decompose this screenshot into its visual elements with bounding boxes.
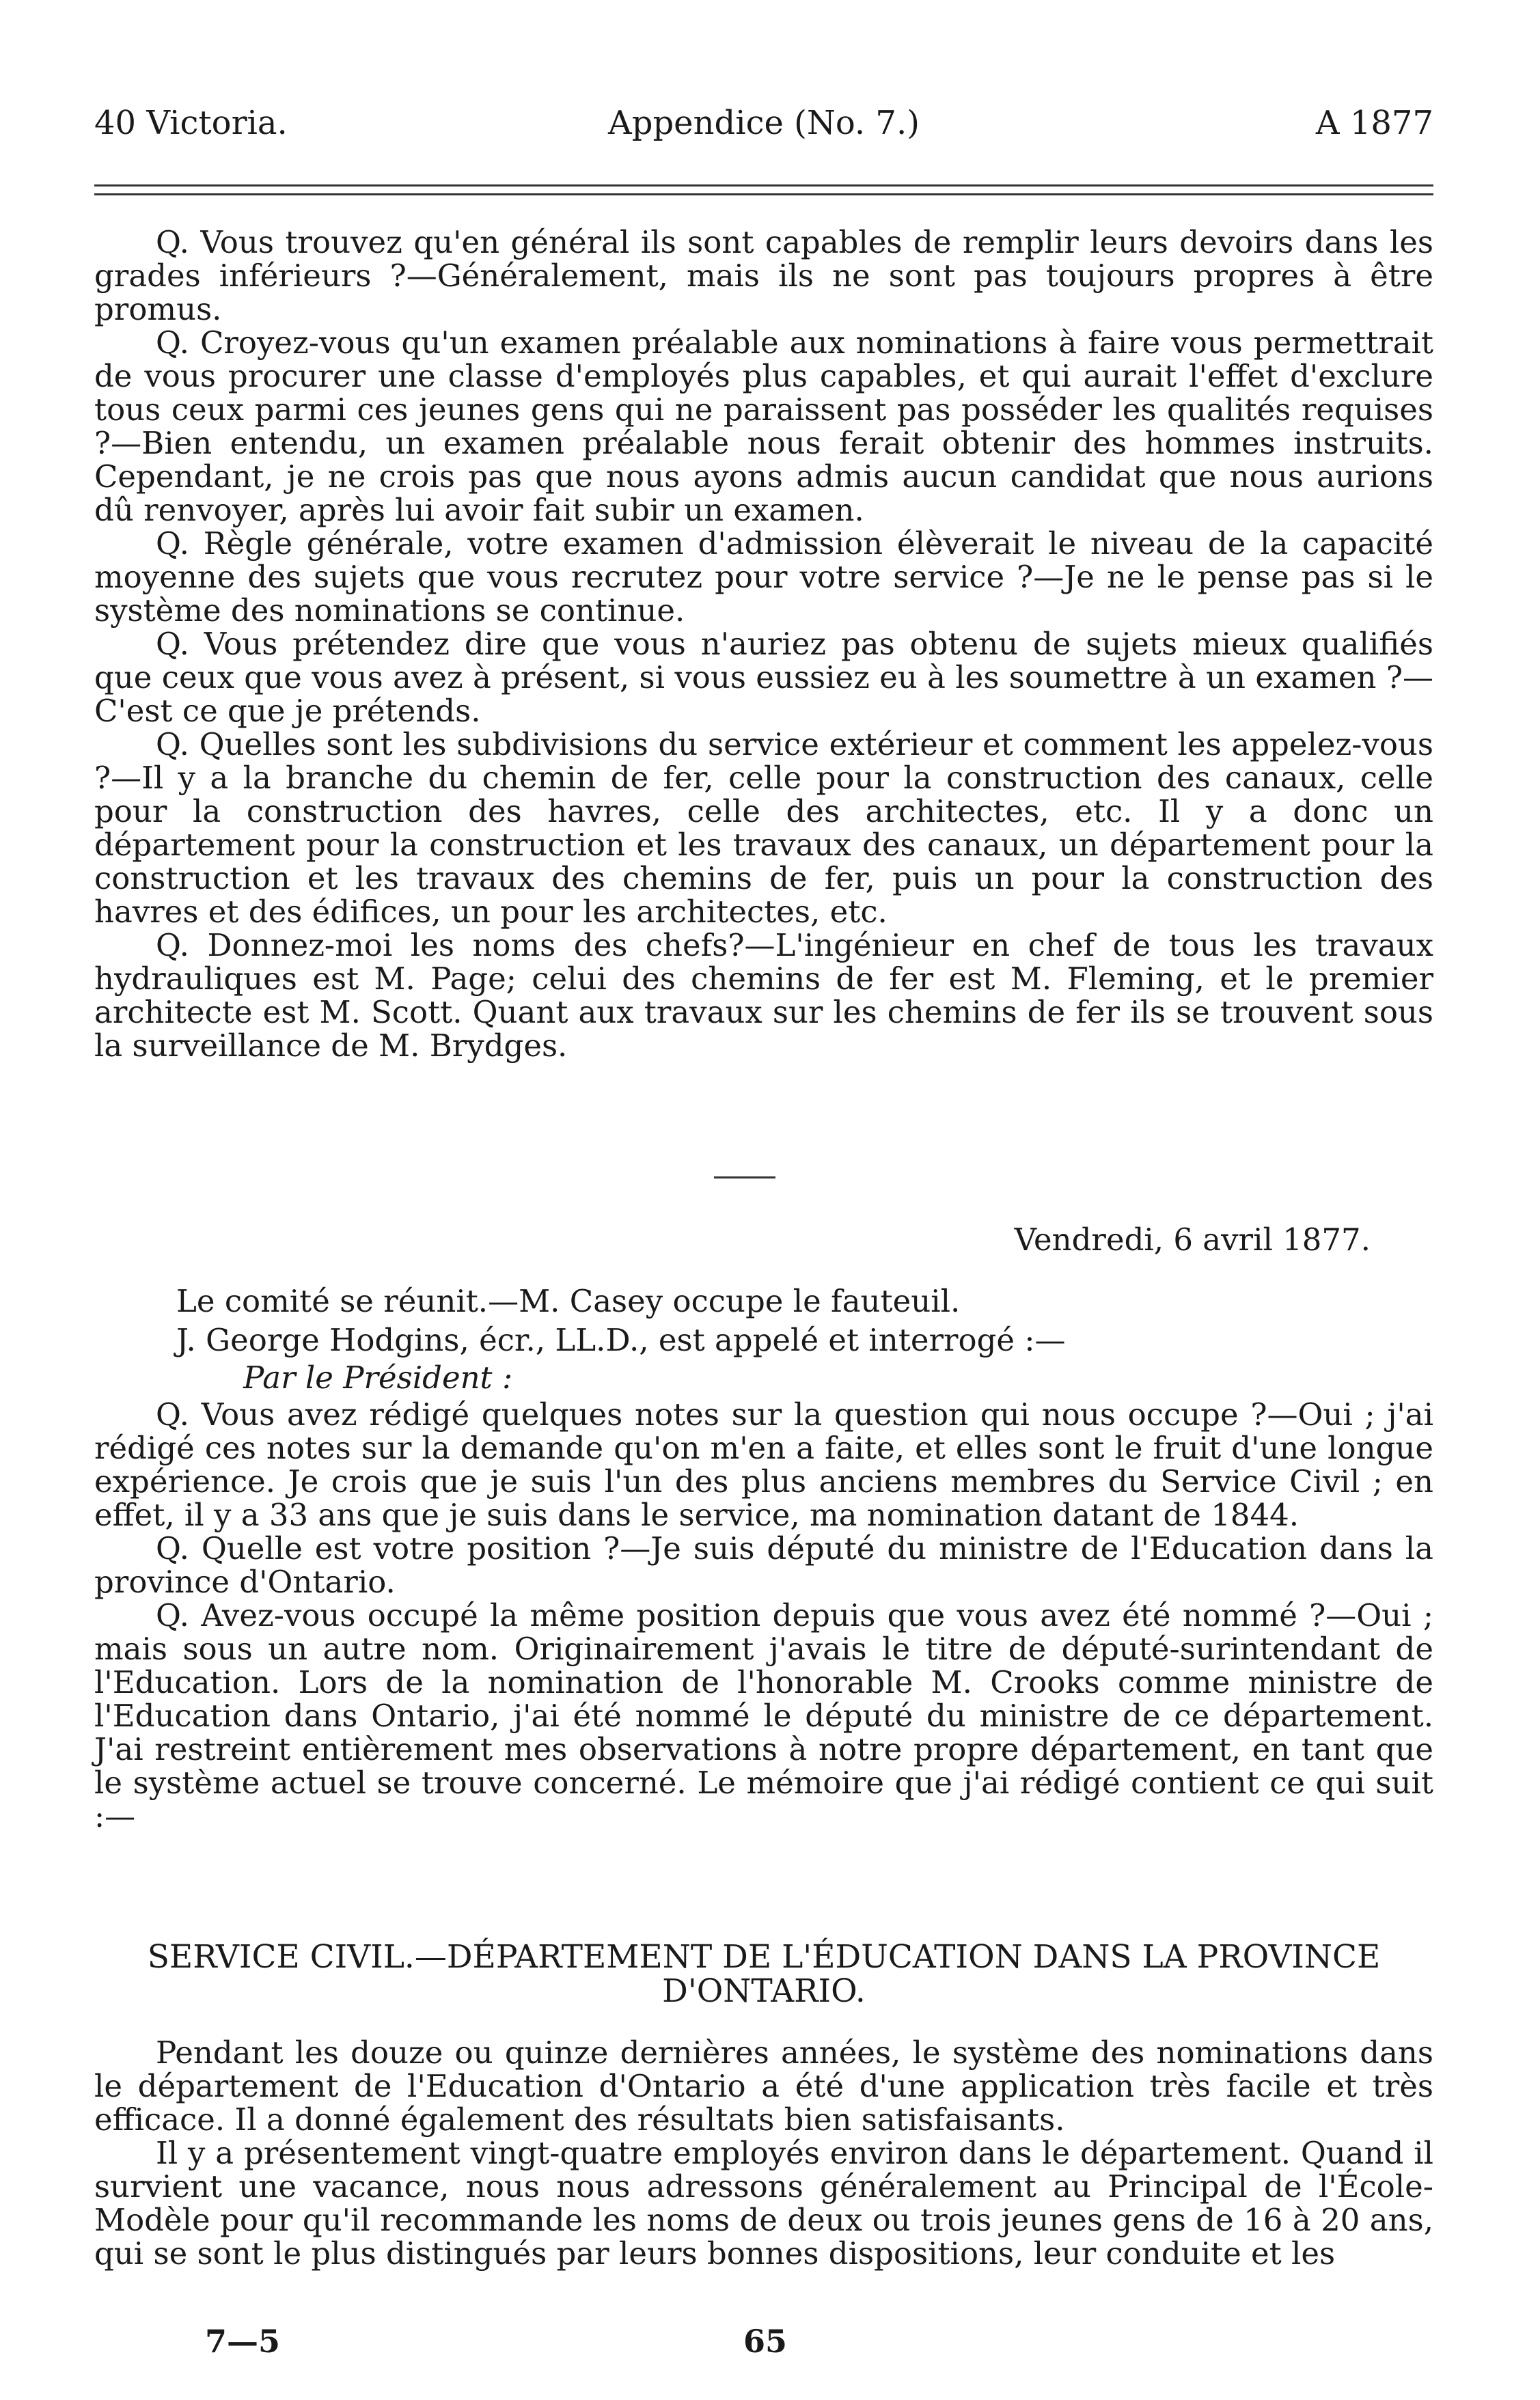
paragraph: Q. Donnez-moi les noms des chefs?—L'ingénieur en chef de tous les travaux hydrauliques est M. Page; celui des chemins de fer est M. Fleming, et le premier architecte est M. Scott. Quant aux travaux sur les chemins de fer ils se trouvent sous la surveillance de M. Brydges. [94,927,1433,1064]
page-number: 65 [743,2323,788,2360]
paragraph: Q. Règle générale, votre examen d'admission élèverait le niveau de la capacité moyenne des sujets que vous recrutez pour votre service ?—Je ne le pense pas si le système des nominations se continue. [94,525,1433,629]
header-center: Appendice (No. 7.) [608,104,920,142]
header-left: 40 Victoria. [94,104,288,142]
running-header [94,96,1433,150]
paragraph: Q. Croyez-vous qu'un examen préalable aux nominations à faire vous permettrait de vous procurer une classe d'employés plus capables, et qui aurait l'effet d'exclure tous ceux parmi ces jeunes gens qui ne paraissent pas posséder les qualités requises ?—Bien entendu, un examen préalable nous ferait obtenir des hommes instruits. Cependant, je ne crois pas que nous ayons admis aucun candidat que nous aurions dû renvoyer, après lui avoir fait subir un examen. [94,325,1433,528]
testimony-block-2 [94,1284,1433,1833]
session-date: Vendredi, 6 avril 1877. [1014,1222,1371,1258]
section-title: SERVICE CIVIL.—DÉPARTEMENT DE L'ÉDUCATION DANS LA PROVINCE D'ONTARIO. [147,1938,1381,2010]
paragraph: Q. Vous avez rédigé quelques notes sur la question qui nous occupe ?—Oui ; j'ai rédigé ces notes sur la demande qu'on m'en a faite, et elles sont le fruit d'une longue expérience. Je crois que je suis l'un des plus anciens membres du Service Civil ; en effet, il y a 33 ans que je suis dans le service, ma nomination datant de 1844. [94,1396,1433,1533]
header-right: A 1877 [1315,104,1433,142]
paragraph: Q. Avez-vous occupé la même position depuis que vous avez été nommé ?—Oui ; mais sous un autre nom. Originairement j'avais le titre de député-surintendant de l'Education. Lors de la nomination de l'honorable M. Crooks comme ministre de l'Education dans Ontario, j'ai été nommé le député du ministre de ce département. J'ai restreint entièrement mes observations à notre propre département, en tant que le système actuel se trouve concerné. Le mémoire que j'ai rédigé contient ce qui suit :— [94,1597,1433,1834]
paragraph: Q. Vous prétendez dire que vous n'auriez pas obtenu de sujets mieux qualifiés que ceux que vous avez à présent, si vous eussiez eu à les soumettre à un examen ?—C'est ce que je prétends. [94,626,1433,729]
committee-opening: Le comité se réunit.—M. Casey occupe le fauteuil. [176,1283,961,1319]
speaker-label: Par le Président : [243,1360,513,1396]
paragraph: Il y a présentement vingt-quatre employés environ dans le département. Quand il survient une vacance, nous nous adressons généralement au Principal de l'École-Modèle pour qu'il recommande les noms de deux ou trois jeunes gens de 16 à 20 ans, qui se sont le plus distingués par leurs bonnes dispositions, leur conduite et les [94,2135,1433,2272]
paragraph: Pendant les douze ou quinze dernières années, le système des nominations dans le département de l'Education d'Ontario a été d'une application très facile et très efficace. Il a donné également des résultats bien satisfaisants. [94,2035,1433,2138]
paragraph: Q. Quelles sont les subdivisions du service extérieur et comment les appelez-vous ?—Il y a la branche du chemin de fer, celle pour la construction des canaux, celle pour la construction des havres, celle des architectes, etc. Il y a donc un département pour la construction et les travaux des canaux, un département pour la construction et les travaux des chemins de fer, puis un pour la construction des havres et des édifices, un pour les architectes, etc. [94,726,1433,930]
memo-block [94,2036,1433,2270]
witness-called: J. George Hodgins, écr., LL.D., est appelé et interrogé :— [176,1322,1066,1358]
paragraph: Q. Vous trouvez qu'en général ils sont capables de remplir leurs devoirs dans les grades inférieurs ?—Généralement, mais ils ne sont pas toujours propres à être promus. [94,224,1433,327]
section-separator [714,1176,775,1178]
header-double-rule [94,184,1433,195]
paragraph: Q. Quelle est votre position ?—Je suis député du ministre de l'Education dans la province d'Ontario. [94,1530,1433,1600]
testimony-block-1 [94,225,1433,1062]
signature-mark: 7—5 [205,2323,281,2360]
